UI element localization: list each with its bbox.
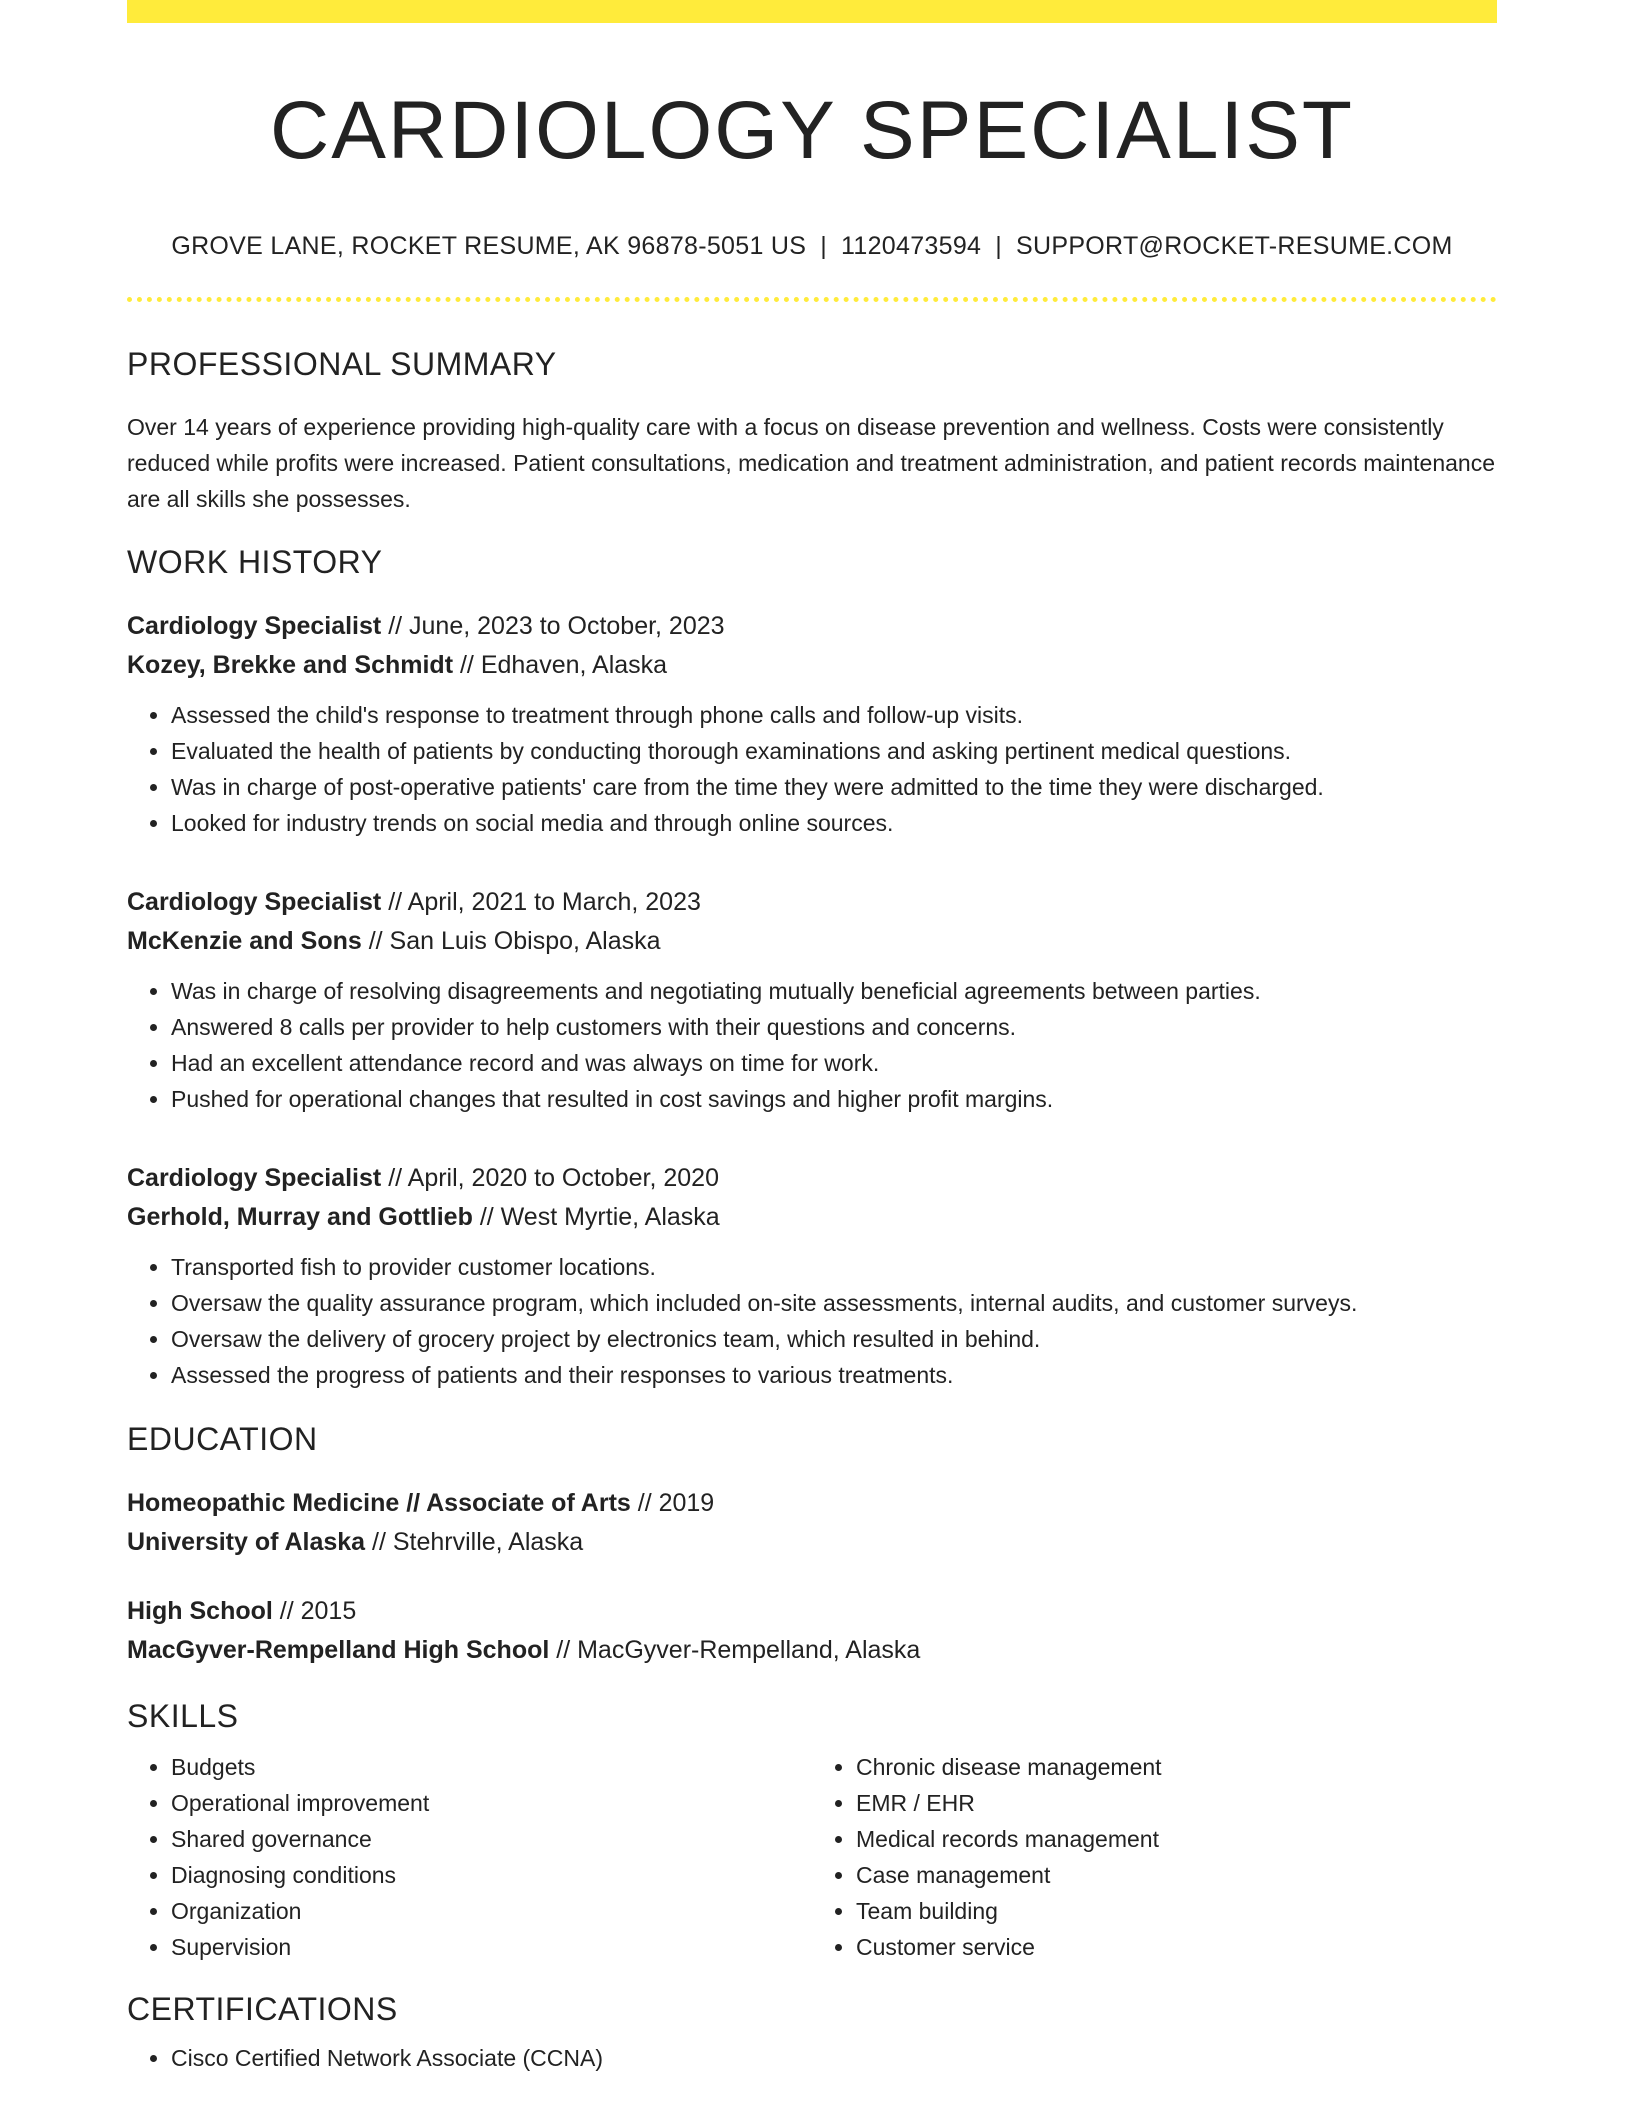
resume-page bbox=[127, 0, 1497, 2076]
top-accent-bar bbox=[127, 0, 1497, 23]
skill-item: • Chronic disease management bbox=[856, 1749, 1497, 1785]
education-year: // 2015 bbox=[272, 1597, 357, 1626]
job-entry bbox=[127, 883, 1497, 1117]
dotted-divider bbox=[127, 297, 1497, 302]
job-bullet: • Assessed the progress of patients and their responses to various treatments. bbox=[171, 1357, 1497, 1393]
education-degree-line bbox=[127, 1484, 1497, 1523]
job-dates: // June, 2023 to October, 2023 bbox=[381, 612, 725, 641]
job-location: // San Luis Obispo, Alaska bbox=[361, 927, 661, 956]
job-bullet: • Answered 8 calls per provider to help customers with their questions and concerns. bbox=[171, 1009, 1497, 1045]
work-history-heading: WORK HISTORY bbox=[127, 544, 383, 581]
skills-grid bbox=[127, 1749, 1497, 1965]
job-company: McKenzie and Sons bbox=[127, 927, 362, 956]
job-bullets bbox=[127, 1249, 1497, 1393]
skill-item: • Organization bbox=[171, 1893, 812, 1929]
education-school: MacGyver-Rempelland High School bbox=[127, 1636, 550, 1665]
job-bullet: • Looked for industry trends on social media and through online sources. bbox=[171, 805, 1497, 841]
education-entry bbox=[127, 1484, 1497, 1562]
education-school-line bbox=[127, 1631, 1497, 1670]
job-location: // West Myrtie, Alaska bbox=[472, 1203, 720, 1232]
skill-item: • Case management bbox=[856, 1857, 1497, 1893]
education-degree-line bbox=[127, 1592, 1497, 1631]
job-bullet: • Was in charge of post-operative patients' care from the time they were admitted to the time they were discharged. bbox=[171, 769, 1497, 805]
job-dates: // April, 2021 to March, 2023 bbox=[381, 888, 701, 917]
skills-list-right bbox=[812, 1749, 1497, 1965]
job-title-line bbox=[127, 1159, 1497, 1198]
job-bullet: • Oversaw the delivery of grocery project by electronics team, which resulted in behind. bbox=[171, 1321, 1497, 1357]
job-position: Cardiology Specialist bbox=[127, 612, 382, 641]
skill-item: • Operational improvement bbox=[171, 1785, 812, 1821]
education-degree: High School bbox=[127, 1597, 273, 1626]
job-bullet: • Transported fish to provider customer locations. bbox=[171, 1249, 1497, 1285]
education-entry bbox=[127, 1592, 1497, 1670]
skill-item: • Diagnosing conditions bbox=[171, 1857, 812, 1893]
certifications-heading: CERTIFICATIONS bbox=[127, 1991, 398, 2028]
job-bullets bbox=[127, 973, 1497, 1117]
contact-separator: | bbox=[995, 232, 1003, 261]
summary-heading: PROFESSIONAL SUMMARY bbox=[127, 346, 557, 383]
job-bullet: • Had an excellent attendance record and was always on time for work. bbox=[171, 1045, 1497, 1081]
job-bullet: • Pushed for operational changes that resulted in cost savings and higher profit margins. bbox=[171, 1081, 1497, 1117]
job-bullet: • Oversaw the quality assurance program, which included on-site assessments, internal audits, and customer surveys. bbox=[171, 1285, 1497, 1321]
job-entry bbox=[127, 1159, 1497, 1393]
job-entry bbox=[127, 607, 1497, 841]
skill-item: • Customer service bbox=[856, 1929, 1497, 1965]
job-company-line bbox=[127, 1198, 1497, 1237]
skill-item: • Team building bbox=[856, 1893, 1497, 1929]
job-position: Cardiology Specialist bbox=[127, 1164, 382, 1193]
skills-heading: SKILLS bbox=[127, 1698, 239, 1735]
summary-text: Over 14 years of experience providing high-quality care with a focus on disease prevention and wellness. Costs were consistently reduced while profits were increased. Patient consultations, medication and treatment administration, and patient records maintenance are all skills she possesses. bbox=[127, 414, 1495, 513]
education-year: // 2019 bbox=[630, 1489, 715, 1518]
contact-email: SUPPORT@ROCKET-RESUME.COM bbox=[1016, 232, 1453, 261]
job-position: Cardiology Specialist bbox=[127, 888, 382, 917]
contact-phone: 1120473594 bbox=[841, 232, 982, 261]
education-location: // Stehrville, Alaska bbox=[365, 1528, 584, 1557]
education-heading: EDUCATION bbox=[127, 1421, 318, 1458]
skills-list-left bbox=[127, 1749, 812, 1965]
job-company-line bbox=[127, 646, 1497, 685]
job-title-line bbox=[127, 607, 1497, 646]
contact-address: GROVE LANE, ROCKET RESUME, AK 96878-5051 US bbox=[171, 232, 807, 261]
job-dates: // April, 2020 to October, 2020 bbox=[381, 1164, 719, 1193]
job-bullets bbox=[127, 697, 1497, 841]
job-location: // Edhaven, Alaska bbox=[453, 651, 668, 680]
skill-item: • Shared governance bbox=[171, 1821, 812, 1857]
job-bullet: • Was in charge of resolving disagreements and negotiating mutually beneficial agreements between parties. bbox=[171, 973, 1497, 1009]
resume-title: CARDIOLOGY SPECIALIST bbox=[269, 85, 1355, 176]
job-bullet: • Evaluated the health of patients by conducting thorough examinations and asking pertinent medical questions. bbox=[171, 733, 1497, 769]
education-school: University of Alaska bbox=[127, 1528, 366, 1557]
skill-item: • Medical records management bbox=[856, 1821, 1497, 1857]
job-title-line bbox=[127, 883, 1497, 922]
certifications-list bbox=[127, 2040, 1497, 2076]
contact-line bbox=[127, 232, 1497, 261]
education-location: // MacGyver-Rempelland, Alaska bbox=[549, 1636, 921, 1665]
contact-separator: | bbox=[820, 232, 828, 261]
skill-item: • EMR / EHR bbox=[856, 1785, 1497, 1821]
job-bullet: • Assessed the child's response to treatment through phone calls and follow-up visits. bbox=[171, 697, 1497, 733]
certification-item: • Cisco Certified Network Associate (CCNA) bbox=[171, 2040, 1497, 2076]
skill-item: • Budgets bbox=[171, 1749, 812, 1785]
job-company-line bbox=[127, 922, 1497, 961]
skill-item: • Supervision bbox=[171, 1929, 812, 1965]
job-company: Kozey, Brekke and Schmidt bbox=[127, 651, 454, 680]
education-degree: Homeopathic Medicine // Associate of Arts bbox=[127, 1489, 631, 1518]
job-company: Gerhold, Murray and Gottlieb bbox=[127, 1203, 473, 1232]
education-school-line bbox=[127, 1523, 1497, 1562]
